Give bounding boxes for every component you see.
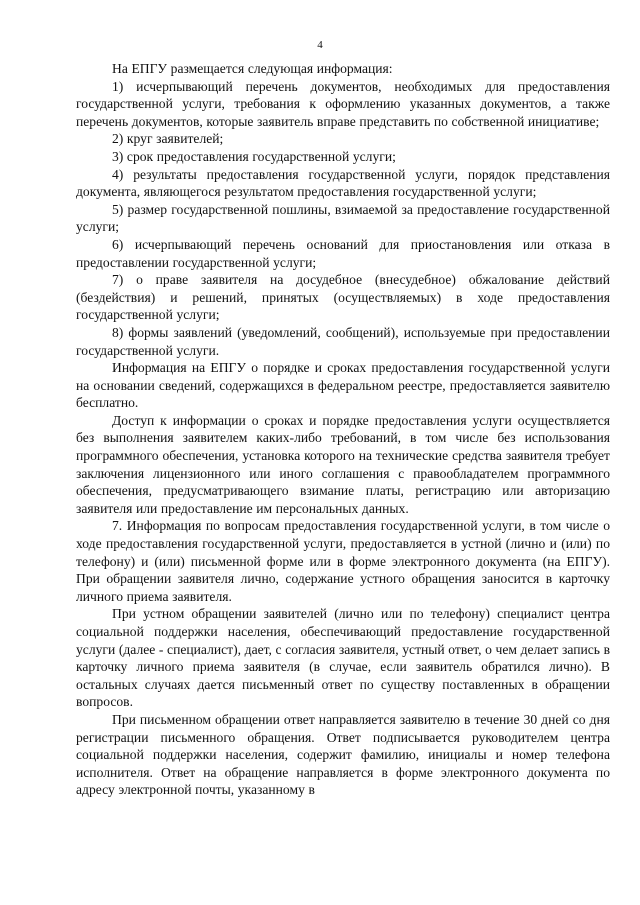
paragraph: При устном обращении заявителей (лично или по телефону) специалист центра социальной поддержки населения, обеспечивающий предоставление государственной услуги (далее - специалист), дает, с согласия заявителя, устный ответ, о чем делает запись в карточку личного приема заявителя (в случае, если заявитель обратился лично). В остальных случаях дается письменный ответ по существу поставленных в обращении вопросов.	[76, 606, 610, 710]
paragraph: На ЕПГУ размещается следующая информация:	[112, 61, 393, 76]
list-item: 8) формы заявлений (уведомлений, сообщений), используемые при предоставлении государственной услуги.	[76, 324, 610, 358]
list-item: 4) результаты предоставления государственной услуги, порядок представления документа, являющегося результатом предоставления государственной услуги;	[76, 166, 610, 200]
page-number: 4	[317, 39, 323, 51]
document-body	[76, 60, 610, 799]
paragraph: 7. Информация по вопросам предоставления государственной услуги, в том числе о ходе предоставления государственной услуги, предоставляется в устной (лично и (или) по телефону) и (или) письменной форме или в форме электронного документа (на ЕПГУ). При обращении заявителя лично, содержание устного обращения заносится в карточку личного приема заявителя.	[76, 518, 610, 604]
list-item: 2) круг заявителей;	[112, 131, 224, 147]
list-item: 1) исчерпывающий перечень документов, необходимых для предоставления государственной услуги, требования к оформлению указанных документов, а также перечень документов, которые заявитель вправе представить по собственной инициативе;	[76, 78, 610, 129]
list-item: 3) срок предоставления государственной услуги;	[112, 148, 396, 164]
paragraph: При письменном обращении ответ направляется заявителю в течение 30 дней со дня регистрации письменного обращения. Ответ подписывается руководителем центра социальной поддержки населения, содержит фамилию, инициалы и номер телефона исполнителя. Ответ на обращение направляется в форме электронного документа по адресу электронной почты, указанному в	[76, 711, 610, 798]
list-item: 6) исчерпывающий перечень оснований для приостановления или отказа в предоставлении государственной услуги;	[76, 236, 610, 270]
list-item: 7) о праве заявителя на досудебное (внесудебное) обжалование действий (бездействия) и решений, принятых (осуществляемых) в ходе предоставления государственной услуги;	[76, 272, 610, 323]
paragraph: Доступ к информации о сроках и порядке предоставления услуги осуществляется без выполнения заявителем каких-либо требований, в том числе без использования программного обеспечения, установка которого на технические средства заявителя требует заключения лицензионного или иного соглашения с правообладателем программного обеспечения, предусматривающего взимание платы, регистрацию или авторизацию заявителя или предоставление им персональных данных.	[76, 412, 610, 516]
list-item: 5) размер государственной пошлины, взимаемой за предоставление государственной услуги;	[76, 201, 610, 235]
paragraph: Информация на ЕПГУ о порядке и сроках предоставления государственной услуги на основании сведений, содержащихся в федеральном реестре, предоставляется заявителю бесплатно.	[76, 360, 610, 411]
